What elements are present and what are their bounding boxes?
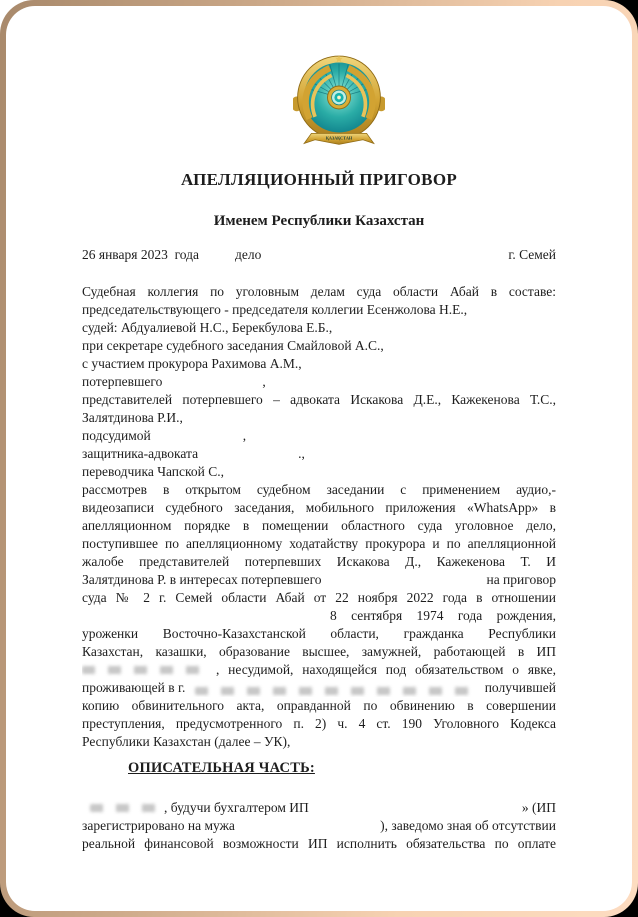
kazakhstan-emblem-svg bbox=[293, 54, 385, 152]
doc-subtitle: Именем Республики Казахстан bbox=[213, 213, 425, 229]
doc-line: поступившее по апелляционному ходатайству прокурора и по апелляционной bbox=[82, 536, 556, 551]
doc-text: ), заведомо зная об отсутствии bbox=[380, 818, 556, 833]
doc-line bbox=[82, 445, 556, 463]
redacted-blur bbox=[82, 666, 212, 674]
redacted-gap bbox=[235, 817, 380, 835]
doc-text: проживающей в г. bbox=[82, 680, 186, 695]
doc-line bbox=[82, 661, 556, 679]
doc-line: реальной финансовой возможности ИП исполнить обязательства по оплате bbox=[82, 836, 556, 851]
doc-line bbox=[82, 679, 556, 697]
doc-text: на приговор bbox=[486, 572, 556, 587]
doc-line bbox=[82, 571, 556, 589]
doc-line bbox=[82, 427, 556, 445]
doc-line bbox=[82, 373, 556, 391]
doc-line: копию обвинительного акта, оправданной по обвинению в совершении bbox=[82, 698, 556, 713]
doc-line: судей: Абдуалиевой Н.С., Берекбулова Е.Б., bbox=[82, 320, 333, 335]
emblem-banner bbox=[304, 133, 374, 144]
doc-text: , bbox=[242, 428, 247, 443]
date-line bbox=[82, 246, 556, 264]
doc-line: уроженки Восточно-Казахстанской области, гражданка Республики bbox=[82, 626, 556, 641]
redacted-gap bbox=[322, 571, 487, 589]
doc-line: апелляционном порядке в помещении областного суда уголовное дело, bbox=[82, 518, 556, 533]
doc-line bbox=[82, 799, 556, 817]
doc-line: Судебная коллегия по уголовным делам суда области Абай в составе: bbox=[82, 284, 556, 299]
redacted-blur bbox=[195, 687, 474, 695]
redacted-gap bbox=[309, 799, 522, 817]
doc-line: при секретаре судебного заседания Смайловой А.С., bbox=[82, 338, 384, 353]
doc-text: Залятдинова Р. в интересах потерпевшего bbox=[82, 572, 322, 587]
doc-line: Республики Казахстан (далее – УК), bbox=[82, 734, 291, 749]
doc-text: подсудимой bbox=[82, 428, 151, 443]
doc-line: Залятдинова Р.И., bbox=[82, 410, 183, 425]
doc-text: , будучи бухгалтером ИП bbox=[164, 800, 309, 815]
doc-line bbox=[82, 817, 556, 835]
document-body bbox=[82, 283, 556, 751]
section-heading: ОПИСАТЕЛЬНАЯ ЧАСТЬ: bbox=[128, 760, 315, 776]
city-text: г. Семей bbox=[508, 247, 556, 262]
doc-line: с участием прокурора Рахимова А.М., bbox=[82, 356, 302, 371]
doc-line: суда № 2 г. Семей области Абай от 22 ноября 2022 года в отношении bbox=[82, 590, 556, 605]
case-word: дело bbox=[235, 247, 262, 262]
doc-text: ., bbox=[298, 446, 305, 461]
doc-text: , bbox=[262, 374, 266, 389]
doc-line: видеозаписи судебного заседания, мобильного приложения «WhatsApp» в bbox=[82, 500, 556, 515]
emblem-shanyrak bbox=[328, 86, 351, 109]
redacted-blur bbox=[90, 804, 162, 812]
doc-line: председательствующего - председателя коллегии Есенжолова Н.Е., bbox=[82, 302, 468, 317]
paper bbox=[6, 6, 632, 911]
doc-title: АПЕЛЛЯЦИОННЫЙ ПРИГОВОР bbox=[180, 170, 458, 189]
doc-line: переводчика Чапской С., bbox=[82, 464, 224, 479]
descriptive-block bbox=[82, 799, 556, 853]
doc-text: защитника-адвоката bbox=[82, 446, 199, 461]
doc-line: жалобе представителей потерпевших Искакова Д., Кажекенова Т. И bbox=[82, 554, 556, 569]
doc-line: Казахстан, казашки, образование высшее, замужней, работающей в ИП bbox=[82, 644, 556, 659]
doc-line: преступления, предусмотренного п. 2) ч. 4 ст. 190 Уголовного Кодекса bbox=[82, 716, 556, 731]
doc-text: зарегистрировано на мужа bbox=[82, 818, 235, 833]
emblem-banner-text: ҚАЗАҚСТАН bbox=[325, 135, 353, 141]
doc-line: представителей потерпевшего – адвоката Искакова Д.Е., Кажекенова Т.С., bbox=[82, 392, 556, 407]
date-text: 26 января 2023 года bbox=[82, 247, 200, 262]
doc-text: потерпевшего bbox=[82, 374, 163, 389]
redacted-gap bbox=[198, 445, 298, 463]
kazakhstan-emblem-icon bbox=[293, 54, 385, 152]
doc-text: » (ИП bbox=[521, 800, 556, 815]
redacted-gap bbox=[151, 427, 243, 445]
redacted-gap bbox=[162, 373, 262, 391]
doc-line: 8 сентября 1974 года рождения, bbox=[330, 608, 556, 623]
doc-line: рассмотрев в открытом судебном заседании с применением аудио,- bbox=[82, 482, 556, 497]
doc-text: получившей bbox=[484, 680, 556, 695]
doc-text: , несудимой, находящейся под обязательством о явке, bbox=[216, 662, 556, 677]
